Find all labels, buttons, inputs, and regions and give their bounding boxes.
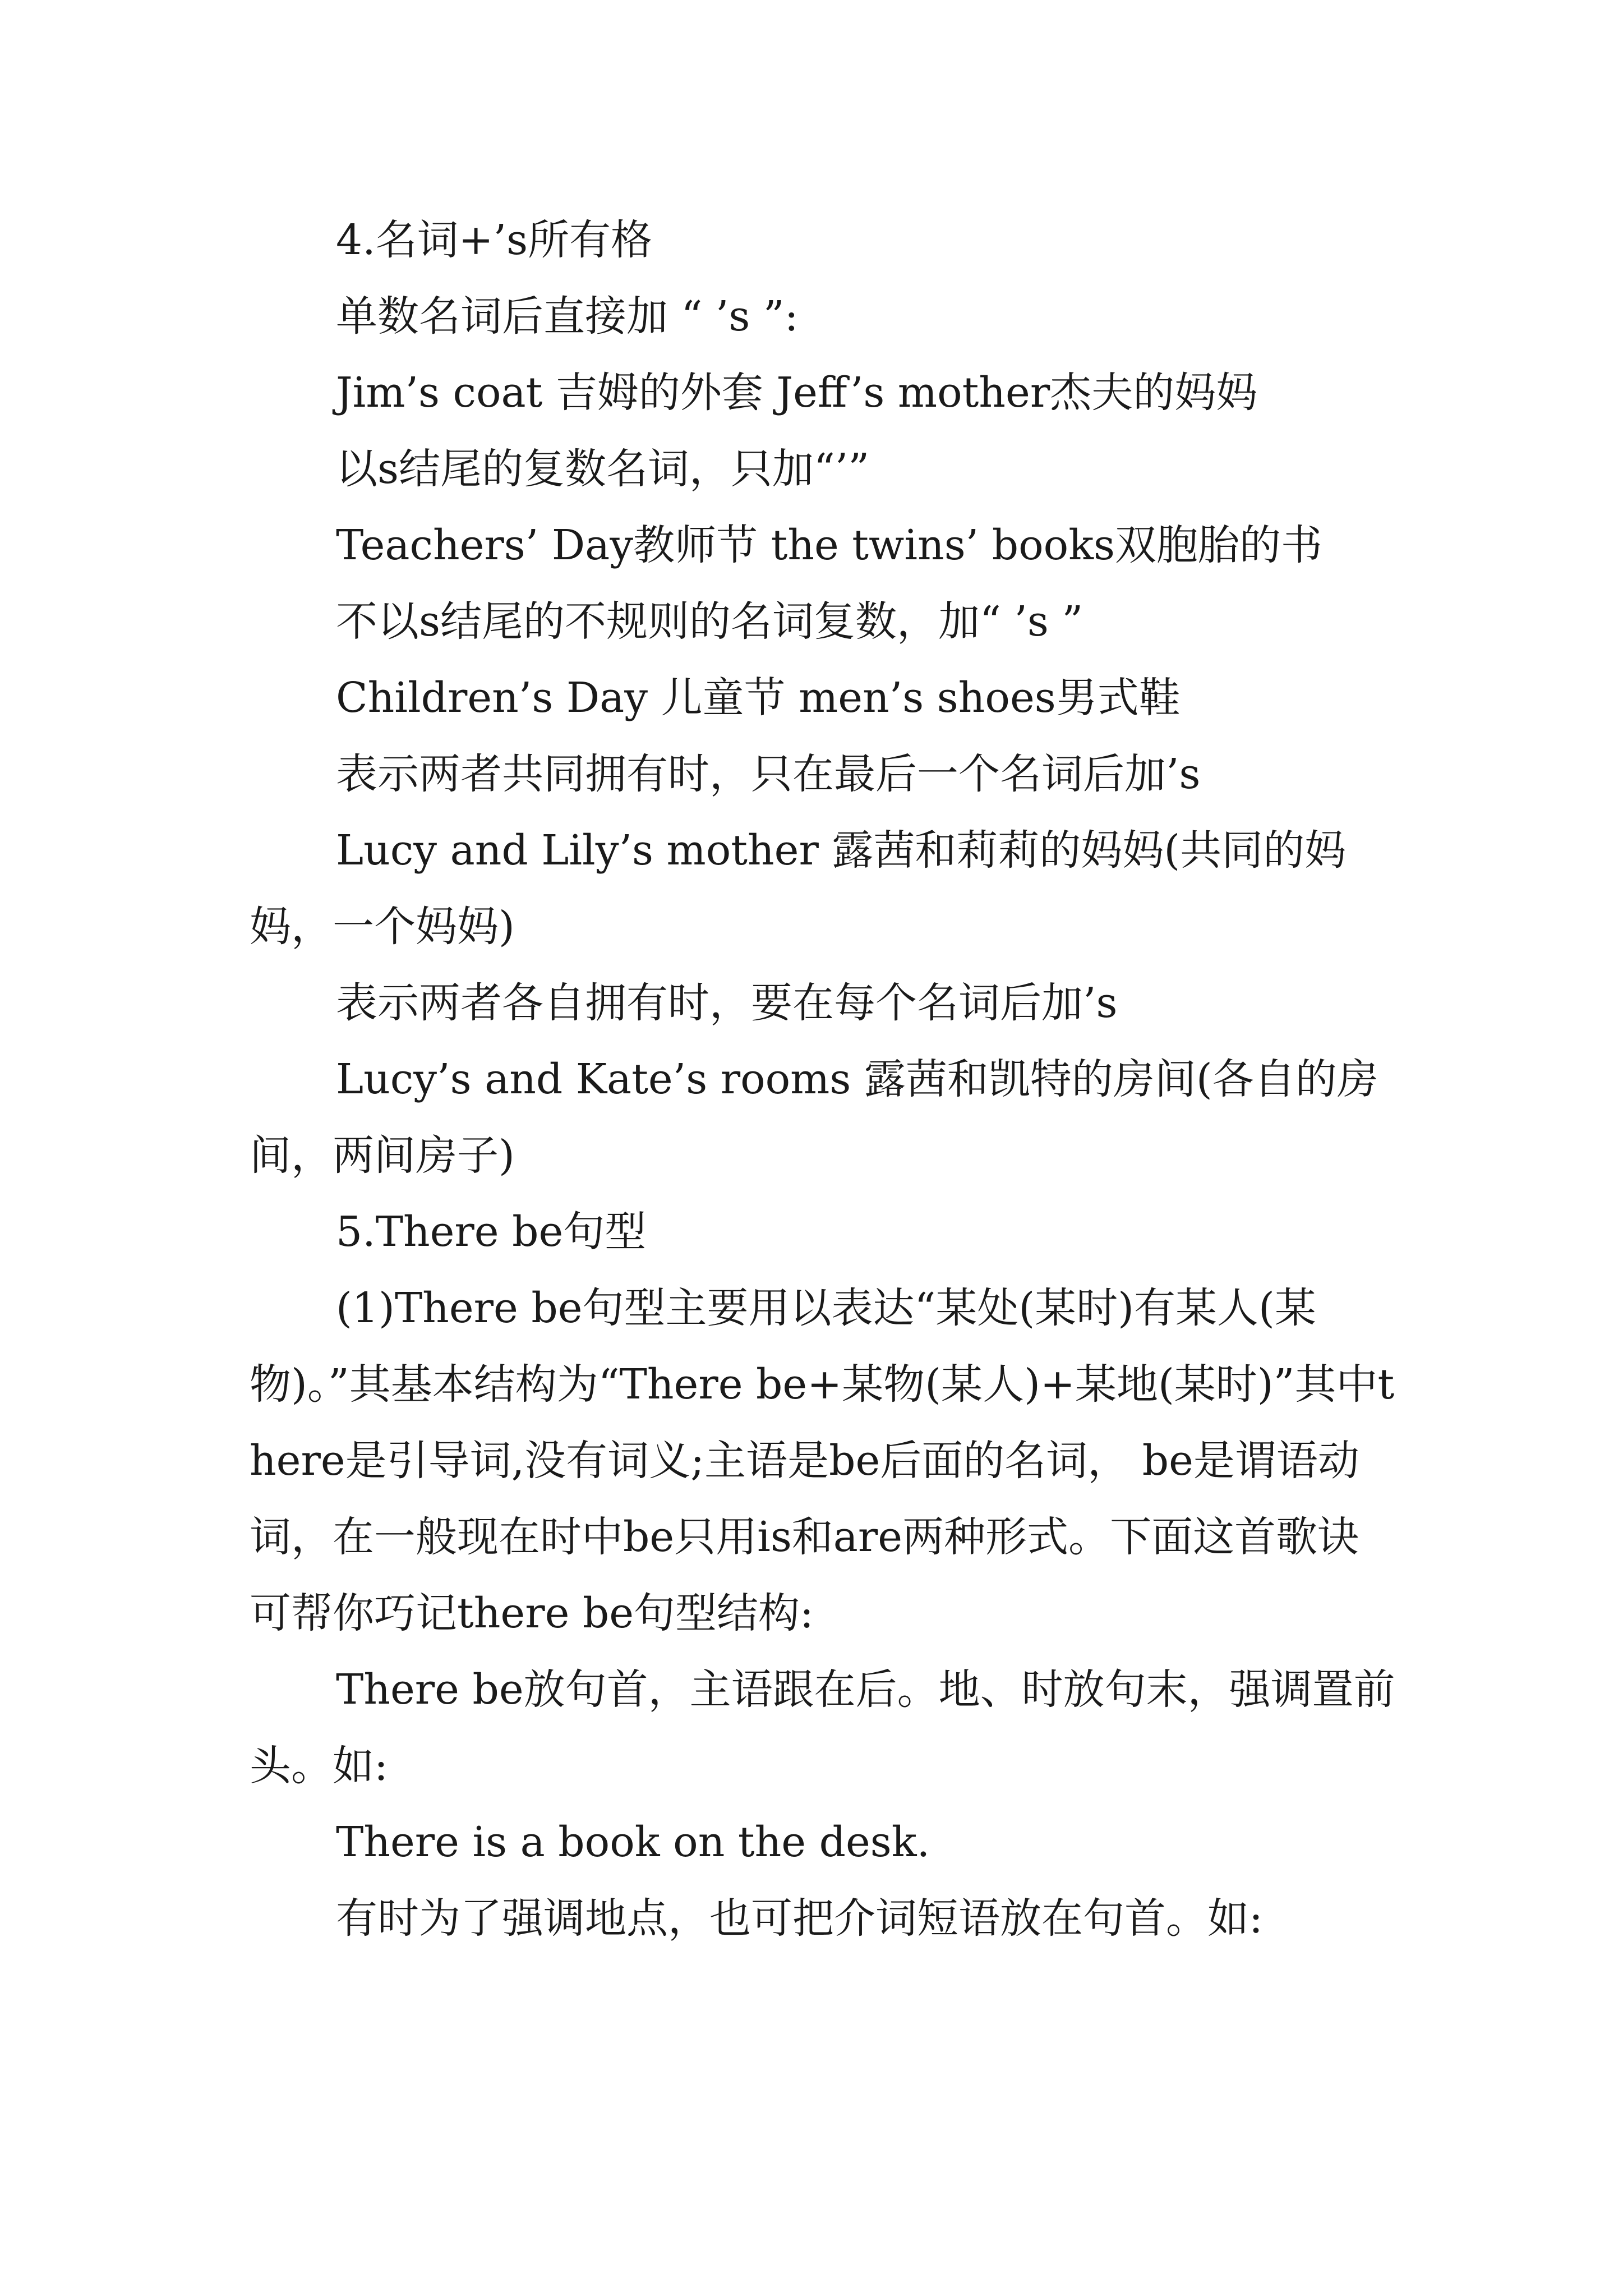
paragraph: 有时为了强调地点，也可把介词短语放在句首。如: [336,1894,1263,1943]
paragraph: 表示两者共同拥有时，只在最后一个名词后加’s [336,750,1201,798]
example-sentence: There is a book on the desk. [336,1818,930,1866]
paragraph: 不以s结尾的不规则的名词复数，加“ ’s ” [336,597,1083,646]
paragraph: 表示两者各自拥有时，要在每个名词后加’s [336,979,1118,1027]
paragraph: Lucy and Lily’s mother 露茜和莉莉的妈妈(共同的妈妈，一个妈妈) [250,826,1347,951]
paragraph: Jim’s coat 吉姆的外套 Jeff’s mother杰夫的妈妈 [336,369,1258,417]
paragraph: Children’s Day 儿童节 men’s shoes男式鞋 [336,674,1181,722]
paragraph: 以s结尾的复数名词，只加“’” [336,445,870,493]
paragraph: Lucy’s and Kate’s rooms 露茜和凯特的房间(各自的房间，两间房子) [250,1055,1378,1180]
section-heading: 5.There be句型 [336,1208,647,1256]
paragraph: Teachers’ Day教师节 the twins’ books双胞胎的书 [336,521,1323,569]
paragraph: (1)There be句型主要用以表达“某处(某时)有某人(某物)。”其基本结构为“There be+某物(某人)+某地(某时)”其中there是引导词,没有词义;主语是be后面的名词， be是谓语动词，在一般现在时中be只用is和are两种形式。下面这首歌诀可帮你巧记there be句型结构: [250,1284,1395,1637]
paragraph: 单数名词后直接加 “ ’s ”: [336,292,799,341]
paragraph: There be放句首，主语跟在后。地、时放句末，强调置前头。如: [250,1665,1395,1790]
document-body [250,202,1399,1957]
paragraph: 4.名词+’s所有格 [336,216,653,264]
